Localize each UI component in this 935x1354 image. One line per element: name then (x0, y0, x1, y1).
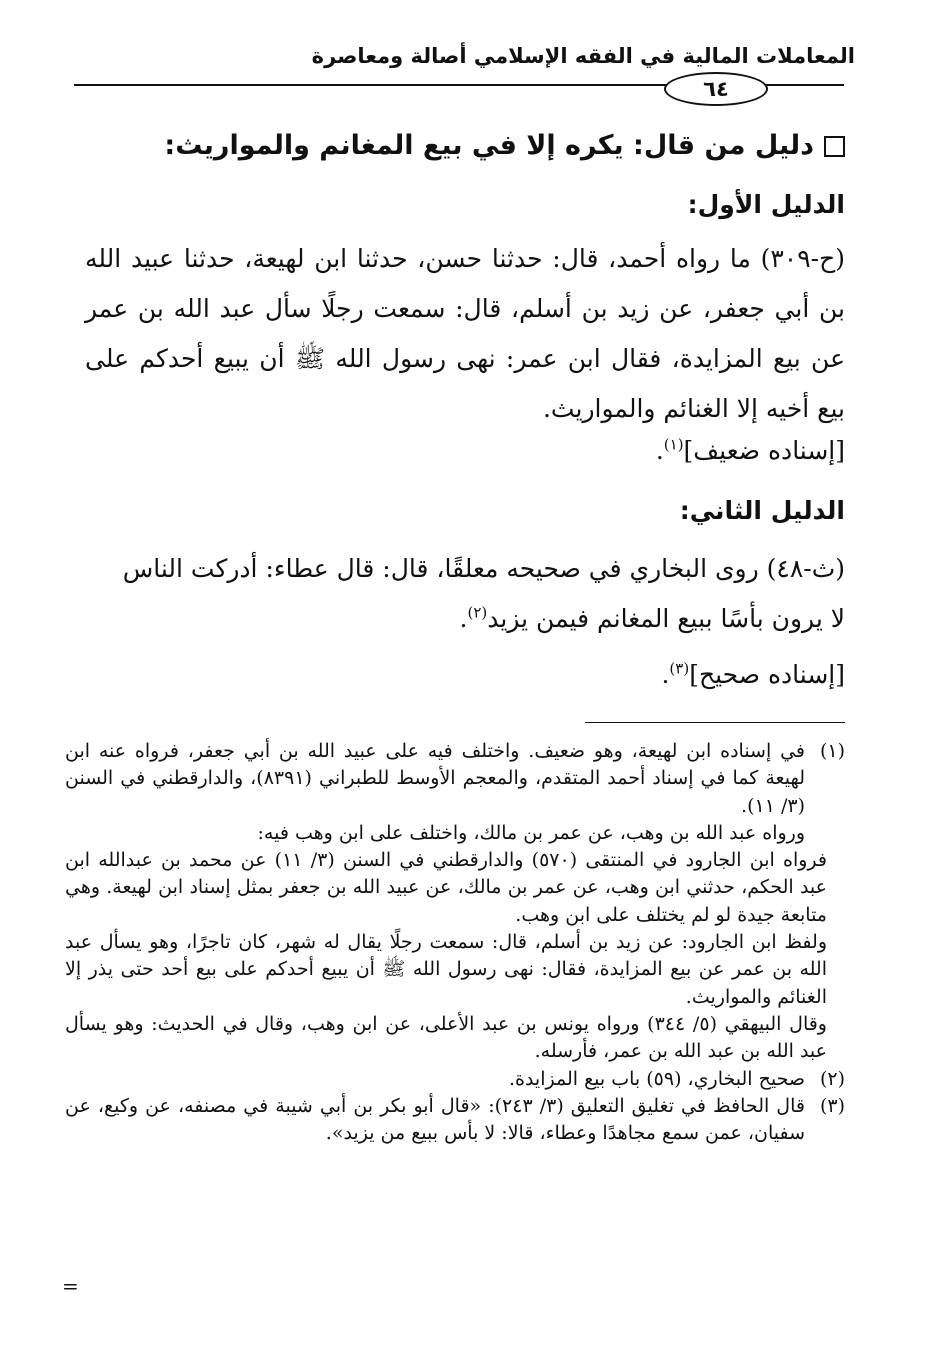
grading-text: [إسناده صحيح] (689, 660, 845, 689)
first-evidence-grading (656, 436, 845, 465)
footnote-number: (٣) (819, 1094, 845, 1117)
footnote-text: في إسناده ابن لهيعة، وهو ضعيف. واختلف فيه على عبيد الله بن أبي جعفر، فرواه عنه ابن لهيعة كما في إسناد أحمد المتقدم، والمعجم الأوسط للطبراني (٨٣٩١)، والدارقطني في السنن (٣/ ١١). (65, 740, 805, 817)
footnote-1-paragraph-4: وقال البيهقي (٥/ ٣٤٤) ورواه يونس بن عبد الأعلى، عن ابن وهب، وقال في الحديث: وهو يسأل عبد الله بن عبد الله بن عمر، فأرسله. (65, 1012, 827, 1063)
footnote-1-sub: ورواه عبد الله بن وهب، عن عمر بن مالك، واختلف على ابن وهب فيه: (257, 821, 805, 844)
footnote-1-paragraph-3: ولفظ ابن الجارود: عن زيد بن أسلم، قال: سمعت رجلًا يقال له شهر، كان تاجرًا، وهو يسأل عبد الله بن عمر عن بيع المزايدة، فقال: نهى رسول الله ﷺ أن يبيع أحدكم على بيع أحد حتى يذر إلا الغنائم والمواريث. (65, 931, 827, 1008)
footnote-text: صحيح البخاري، (٥٩) باب بيع المزايدة. (508, 1067, 805, 1090)
footnote-3 (65, 1093, 845, 1148)
square-bullet-icon (824, 136, 845, 157)
first-evidence-heading: الدليل الأول: (687, 190, 845, 219)
footnotes (65, 738, 845, 1147)
footnote-2 (65, 1066, 845, 1093)
second-evidence-line-2 (85, 594, 845, 644)
second-evidence-text (85, 544, 845, 644)
footnote-ref: (١) (663, 435, 684, 454)
section-heading-text: دليل من قال: يكره إلا في بيع المغانم والمواريث: (164, 130, 814, 161)
footnote-1-paragraph-2: فرواه ابن الجارود في المنتقى (٥٧٠) والدارقطني في السنن (٣/ ١١) عن محمد بن عبدالله ابن عبد الحكم، حدثني ابن وهب، عن عمر بن مالك، عن عبيد الله بن جعفر بمثل إسناد ابن لهيعة. وهي متابعة جيدة لو لم يختلف على ابن وهب. (65, 849, 827, 926)
running-title: المعاملات المالية في الفقه الإسلامي أصالة ومعاصرة (311, 44, 855, 68)
page-number: ٦٤ (664, 72, 768, 106)
footnote-1 (65, 738, 845, 820)
footnote-ref: (٢) (467, 603, 488, 622)
grading-end: . (661, 660, 670, 689)
footnote-number: (١) (819, 740, 845, 762)
section-heading (164, 130, 845, 161)
second-evidence-line-1: (ث-٤٨) روى البخاري في صحيحه معلقًا، قال: قال عطاء: أدركت الناس (122, 554, 845, 583)
footnote-ref: (٣) (669, 659, 690, 678)
grading-text: [إسناده ضعيف] (683, 436, 845, 465)
footnote-separator (585, 722, 845, 723)
grading-end: . (655, 436, 664, 465)
footnote-number: (٢) (819, 1067, 845, 1090)
second-evidence-line-2-end: . (459, 604, 468, 633)
continuation-mark: = (62, 1274, 79, 1298)
second-evidence-line-2-text: لا يرون بأسًا ببيع المغانم فيمن يزيد (487, 604, 845, 633)
first-evidence-text: (ح-٣٠٩) ما رواه أحمد، قال: حدثنا حسن، حدثنا ابن لهيعة، حدثنا عبيد الله بن أبي جعفر، عن زيد بن أسلم، قال: سمعت رجلًا سأل عبد الله بن عمر عن بيع المزايدة، فقال ابن عمر: نهى رسول الله ﷺ أن يبيع أحدكم على بيع أخيه إلا الغنائم والمواريث. (85, 244, 845, 423)
second-evidence-heading: الدليل الثاني: (679, 496, 845, 525)
footnote-text: قال الحافظ في تغليق التعليق (٣/ ٢٤٣): «قال أبو بكر بن أبي شيبة في مصنفه، عن وكيع، عن سفيان، عمن سمع مجاهدًا وعطاء، قالا: لا بأس ببيع من يزيد». (65, 1094, 805, 1145)
second-evidence-grading (661, 660, 845, 689)
